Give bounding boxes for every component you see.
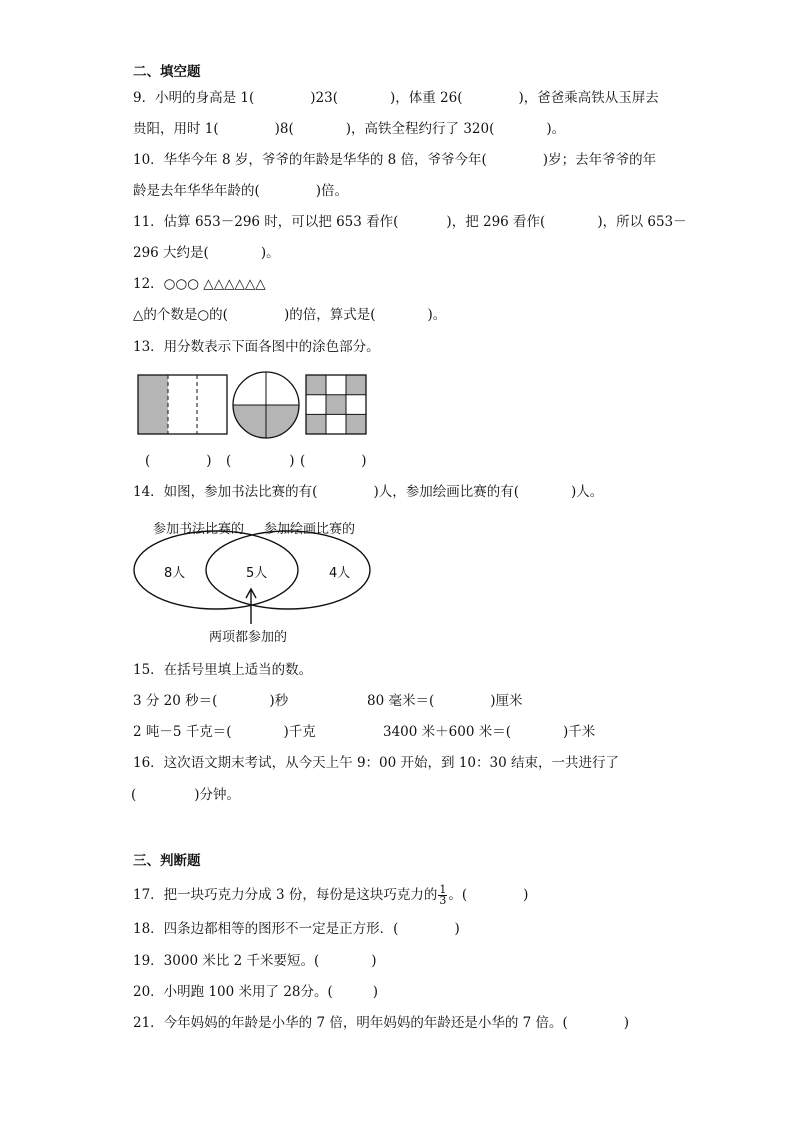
q12-text-c: )。 — [427, 307, 447, 323]
question-9-line-2 — [133, 121, 565, 137]
q21-text-b: ) — [623, 1015, 630, 1031]
q13-answer-2[interactable]: ( ) — [226, 453, 295, 469]
rectangle-thirds-figure — [138, 375, 227, 434]
q11-text-d: 296 大约是( — [133, 245, 209, 261]
question-12-line-2 — [133, 307, 446, 323]
q15-text-f: )千克 — [283, 724, 316, 740]
venn-left-only-count: 8人 — [164, 566, 186, 581]
q11-text-a: 11．估算 653－296 时，可以把 653 看作( — [133, 214, 399, 230]
q19-text-b: ) — [371, 953, 377, 969]
q10-text-c: 龄是去年华华年龄的( — [133, 183, 260, 199]
question-10-line-1 — [133, 152, 656, 168]
section-title-fill-in: 二、填空题 — [133, 64, 201, 80]
q13-figures — [0, 370, 794, 450]
venn-diagram — [0, 528, 794, 648]
q12-text-a: △的个数是○的( — [133, 307, 228, 323]
q21-text-a: 21．今年妈妈的年龄是小华的 7 倍，明年妈妈的年龄还是小华的 7 倍。( — [133, 1015, 568, 1031]
q17-text-c: ) — [523, 887, 529, 903]
question-19 — [133, 953, 377, 969]
q18-text-b: ) — [454, 921, 460, 937]
q9-text-f: )8( — [274, 121, 294, 137]
question-15-title: 15．在括号里填上适当的数。 — [133, 662, 313, 678]
venn-both-count: 5人 — [246, 566, 268, 581]
question-17 — [133, 885, 528, 906]
question-13-text: 13．用分数表示下面各图中的涂色部分。 — [133, 339, 380, 355]
q15-row-2-left — [133, 724, 316, 740]
question-11-line-2 — [133, 245, 280, 261]
q20-text-a: 20．小明跑 100 米用了 28分。( — [133, 984, 333, 1000]
q10-text-a: 10．华华今年 8 岁，爷爷的年龄是华华的 8 倍，爷爷今年( — [133, 152, 487, 168]
q15-text-b: )秒 — [269, 693, 289, 709]
q20-text-b: ) — [372, 984, 379, 1000]
question-16-line-2 — [131, 787, 240, 803]
question-10-line-2 — [133, 183, 348, 199]
q9-text-d: )，爸爸乘高铁从玉屏去 — [518, 90, 659, 106]
q9-text-b: )23( — [310, 90, 338, 106]
section-title-true-false: 三、判断题 — [133, 853, 201, 869]
q15-text-g: 3400 米＋600 米＝( — [383, 724, 511, 740]
venn-label-calligraphy: 参加书法比赛的 — [153, 522, 245, 537]
q15-text-c: 80 毫米＝( — [367, 693, 435, 709]
q11-text-b: )，把 296 看作( — [446, 214, 546, 230]
q13-answer-1[interactable]: ( ) — [145, 453, 212, 469]
q11-text-e: )。 — [260, 245, 280, 261]
venn-arrow-label: 两项都参加的 — [209, 630, 288, 645]
q9-text-g: )，高铁全程约行了 320( — [345, 121, 495, 137]
q15-row-2-right — [383, 724, 595, 740]
q9-text-e: 贵阳，用时 1( — [133, 121, 219, 137]
q15-text-h: )千米 — [562, 724, 596, 740]
q13-answer-3[interactable]: ( ) — [300, 453, 367, 469]
question-21 — [133, 1015, 629, 1031]
q15-text-e: 2 吨－5 千克＝( — [133, 724, 232, 740]
venn-label-painting: 参加绘画比赛的 — [264, 522, 356, 537]
q15-row-1-right — [367, 693, 523, 709]
circle-quarters-figure — [233, 372, 299, 438]
q17-text-b: 。( — [448, 887, 468, 903]
question-18 — [133, 921, 460, 937]
q17-text-a: 17．把一块巧克力分成 3 份，每份是这块巧克力的 — [133, 887, 438, 903]
question-20 — [133, 984, 378, 1000]
question-11-line-1 — [133, 214, 687, 230]
q10-text-d: )倍。 — [315, 183, 349, 199]
venn-right-only-count: 4人 — [329, 566, 351, 581]
q11-text-c: )，所以 653－ — [597, 214, 687, 230]
q15-row-1-left — [133, 693, 288, 709]
q15-text-d: )厘米 — [490, 693, 523, 709]
question-12-line-1: 12．○○○ △△△△△△ — [133, 276, 266, 292]
q9-text-c: )，体重 26( — [389, 90, 463, 106]
q10-text-b: )岁；去年爷爷的年 — [542, 152, 657, 168]
grid-checker-figure — [306, 375, 366, 434]
q9-text-h: )。 — [546, 121, 566, 137]
q15-text-a: 3 分 20 秒＝( — [133, 693, 218, 709]
one-third-fraction: $\frac{1}{3}$ — [439, 883, 447, 907]
q12-text-b: )的倍，算式是( — [283, 307, 376, 323]
q16-text-b: )分钟。 — [194, 787, 241, 803]
q14-text-c: )人。 — [571, 484, 604, 500]
q14-text-b: )人，参加绘画比赛的有( — [373, 484, 519, 500]
question-16-line-1: 16．这次语文期末考试，从今天上午 9：00 开始，到 10：30 结束，一共进行了 — [133, 755, 619, 771]
question-14-text — [133, 484, 603, 500]
q14-text-a: 14．如图，参加书法比赛的有( — [133, 484, 318, 500]
question-9-line-1 — [133, 90, 659, 106]
venn-left-ellipse — [134, 531, 298, 609]
q9-text-a: 9．小明的身高是 1( — [133, 90, 255, 106]
q19-text-a: 19．3000 米比 2 千米要短。( — [133, 953, 320, 969]
q18-text-a: 18．四条边都相等的图形不一定是正方形．( — [133, 921, 399, 937]
q16-text-a: ( — [131, 787, 137, 803]
